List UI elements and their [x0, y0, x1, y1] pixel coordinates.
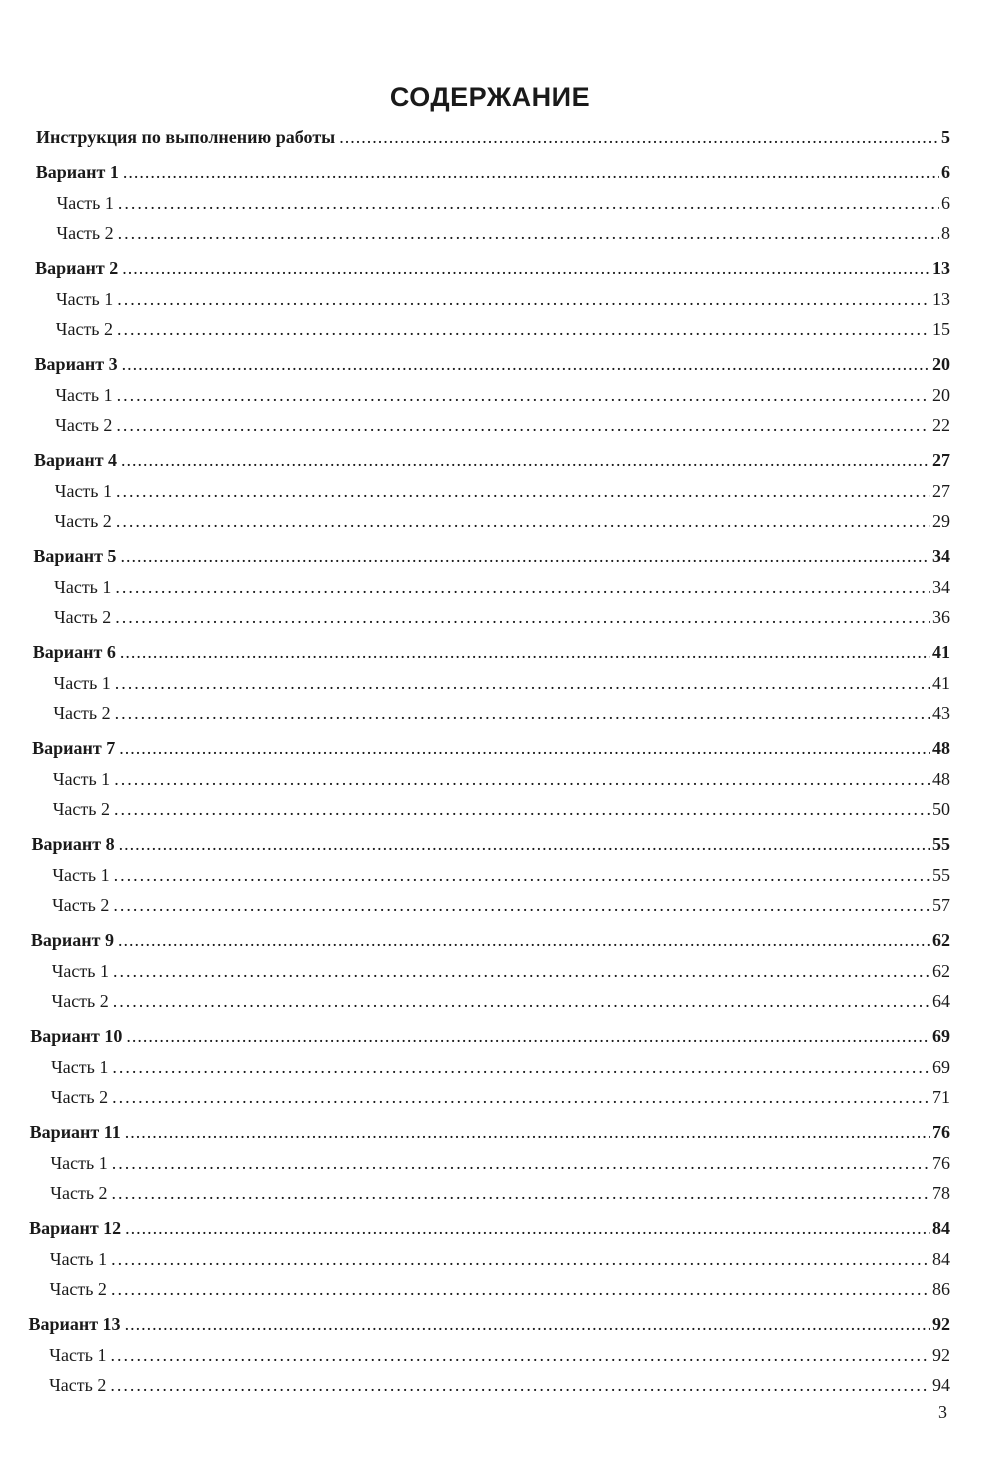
- toc-entry-sub: [51, 1084, 950, 1110]
- toc-entry-label: Часть 1: [51, 1056, 109, 1077]
- dot-leader: [122, 351, 930, 377]
- toc-entry-sub: [54, 604, 950, 630]
- dot-leader: [115, 700, 930, 726]
- toc-entry-label: Часть 1: [50, 1152, 108, 1173]
- toc-entry-sub: [52, 958, 950, 984]
- toc-entry-sub: [52, 988, 950, 1014]
- toc-entry-page: 86: [931, 1279, 950, 1299]
- toc-entry-sub: [50, 1150, 950, 1176]
- dot-leader: [112, 1084, 930, 1110]
- toc-entry-label: Часть 1: [49, 1248, 108, 1269]
- toc-entry-label: Часть 2: [49, 1279, 107, 1299]
- toc-entry-page: 50: [931, 799, 950, 819]
- toc-entry-label: Вариант 1: [35, 162, 119, 182]
- toc-entry-page: 76: [931, 1122, 950, 1142]
- toc-entry-page: 41: [931, 642, 950, 662]
- toc-entry-main: [33, 543, 950, 569]
- page-number: 3: [938, 1402, 947, 1422]
- toc-entry-label: Часть 1: [55, 384, 113, 405]
- dot-leader: [114, 796, 930, 822]
- toc-entry-sub: [49, 1372, 950, 1398]
- toc-entry-page: 20: [931, 354, 950, 374]
- toc-entry-sub: [56, 286, 950, 312]
- toc-entry-page: 27: [931, 450, 950, 470]
- toc-entry-sub: [56, 316, 950, 342]
- dot-leader: [114, 766, 930, 792]
- toc-entry-label: Часть 2: [52, 799, 110, 819]
- dot-leader: [120, 639, 930, 665]
- dot-leader: [117, 286, 930, 312]
- toc-entry-label: Часть 1: [55, 288, 114, 309]
- dot-leader: [114, 862, 930, 888]
- toc-entry-label: Часть 1: [56, 192, 114, 213]
- toc-entry-label: Часть 2: [50, 1183, 108, 1203]
- toc-entry-sub: [55, 382, 950, 408]
- toc-entry-label: Часть 2: [49, 1375, 107, 1395]
- toc-entry-page: 78: [931, 1183, 950, 1203]
- toc-entry-sub: [56, 220, 950, 246]
- toc-entry-sub: [50, 1180, 950, 1206]
- toc-entry-label: Часть 2: [55, 319, 114, 339]
- dot-leader: [116, 508, 930, 534]
- toc-entry-label: Часть 2: [56, 223, 114, 243]
- dot-leader: [111, 1342, 930, 1368]
- toc-entry-page: 69: [931, 1026, 950, 1046]
- toc-entry-sub: [57, 190, 950, 216]
- toc-entry-main: [30, 1023, 950, 1049]
- toc-entry-page: 55: [931, 834, 950, 854]
- dot-leader: [115, 670, 930, 696]
- dot-leader: [112, 1150, 930, 1176]
- toc-entry-page: 15: [931, 319, 950, 339]
- toc-entry-page: 71: [931, 1087, 950, 1107]
- toc-entry-label: Вариант 4: [33, 450, 118, 470]
- toc-entry-page: 92: [931, 1314, 950, 1334]
- toc-entry-label: Часть 2: [53, 703, 111, 723]
- toc-entry-main: [34, 447, 950, 473]
- toc-entry-page: 27: [931, 480, 950, 501]
- toc-entry-label: Вариант 5: [33, 546, 117, 566]
- toc-entry-page: 6: [940, 162, 950, 182]
- toc-entry-main: [29, 1215, 950, 1241]
- toc-entry-page: 20: [931, 384, 950, 405]
- toc-entry-sub: [53, 766, 950, 792]
- toc-entry-page: 13: [931, 288, 950, 309]
- toc-entry-page: 36: [931, 607, 950, 627]
- toc-entry-sub: [55, 508, 950, 534]
- toc-entry-label: Часть 2: [53, 607, 112, 627]
- toc-entry-sub: [51, 1054, 950, 1080]
- toc-entry-sub: [50, 1276, 950, 1302]
- toc-entry-page: 62: [931, 960, 950, 981]
- dot-leader: [113, 988, 930, 1014]
- toc-entry-page: 94: [931, 1375, 950, 1395]
- toc-entry-label: Часть 1: [52, 768, 111, 789]
- toc-entry-page: 43: [931, 703, 950, 723]
- dot-leader: [111, 1276, 930, 1302]
- toc-entry-label: Вариант 6: [32, 642, 116, 662]
- toc-entry-page: 8: [940, 223, 950, 243]
- toc-entry-label: Часть 2: [54, 511, 112, 531]
- dot-leader: [118, 927, 930, 953]
- toc-entry-page: 13: [931, 258, 950, 278]
- toc-entry-label: Вариант 10: [30, 1026, 123, 1046]
- dot-leader: [125, 1311, 930, 1337]
- toc-entry-main: [32, 735, 950, 761]
- toc-entry-sub: [54, 574, 950, 600]
- toc-entry-page: 6: [940, 192, 950, 213]
- toc-entry-main: [36, 124, 950, 150]
- toc-entry-main: [32, 831, 950, 857]
- toc-entry-label: Часть 1: [51, 960, 109, 981]
- toc-entry-page: 76: [931, 1152, 950, 1173]
- toc-entry-page: 84: [931, 1218, 950, 1238]
- toc-entry-page: 22: [931, 415, 950, 435]
- dot-leader: [116, 412, 930, 438]
- dot-leader: [115, 604, 930, 630]
- toc-entry-sub: [54, 670, 950, 696]
- toc-entry-label: Часть 1: [52, 864, 110, 885]
- dot-leader: [112, 1180, 930, 1206]
- toc-entry-label: Часть 2: [51, 991, 109, 1011]
- toc-entry-label: Часть 1: [49, 1344, 107, 1365]
- toc-entry-sub: [53, 796, 950, 822]
- toc-entry-label: Часть 1: [54, 576, 112, 597]
- toc-entry-label: Вариант 11: [29, 1122, 121, 1142]
- toc-entry-page: 29: [931, 511, 950, 531]
- dot-leader: [120, 543, 930, 569]
- toc-entry-page: 5: [941, 127, 950, 147]
- toc-entry-main: [35, 255, 950, 281]
- dot-leader: [111, 1246, 930, 1272]
- toc-entry-page: 69: [931, 1056, 950, 1077]
- toc-entry-page: 48: [931, 738, 950, 758]
- toc-entry-label: Вариант 3: [34, 354, 118, 374]
- dot-leader: [121, 447, 930, 473]
- dot-leader: [122, 255, 930, 281]
- toc-entry-label: Инструкция по выполнению работы: [36, 127, 336, 147]
- toc-entry-sub: [49, 1342, 950, 1368]
- toc-entry-label: Часть 2: [55, 415, 113, 435]
- dot-leader: [118, 220, 939, 246]
- toc-entry-sub: [55, 478, 950, 504]
- toc-entry-sub: [55, 412, 950, 438]
- toc-entry-label: Часть 1: [54, 480, 113, 501]
- toc-entry-sub: [52, 862, 950, 888]
- toc-entry-page: 41: [931, 672, 950, 693]
- toc-entry-label: Часть 1: [53, 672, 111, 693]
- dot-leader: [119, 831, 930, 857]
- toc-entry-sub: [53, 700, 950, 726]
- dot-leader: [125, 1119, 930, 1145]
- dot-leader: [116, 478, 930, 504]
- dot-leader: [119, 735, 930, 761]
- page-title: СОДЕРЖАНИЕ: [389, 82, 591, 112]
- toc-entry-main: [31, 927, 950, 953]
- toc-entry-label: Вариант 9: [30, 930, 114, 950]
- dot-leader: [115, 574, 930, 600]
- toc-entry-main: [33, 639, 950, 665]
- toc-entry-main: [36, 159, 950, 185]
- toc-entry-page: 64: [931, 991, 950, 1011]
- dot-leader: [126, 1023, 930, 1049]
- toc-entry-page: 92: [931, 1344, 950, 1365]
- toc-entry-page: 34: [931, 546, 950, 566]
- dot-leader: [112, 1054, 930, 1080]
- toc-entry-label: Часть 2: [52, 895, 110, 915]
- dot-leader: [110, 1372, 930, 1398]
- toc-entry-main: [28, 1311, 950, 1337]
- dot-leader: [339, 124, 939, 150]
- toc-entry-label: Часть 2: [50, 1087, 109, 1107]
- toc-entry-label: Вариант 2: [35, 258, 119, 278]
- toc-entry-page: 48: [931, 768, 950, 789]
- toc-entry-label: Вариант 13: [28, 1314, 121, 1334]
- toc-entry-main: [30, 1119, 950, 1145]
- dot-leader: [113, 958, 930, 984]
- toc-entry-page: 55: [931, 864, 950, 885]
- toc-entry-page: 62: [931, 930, 950, 950]
- toc-entry-page: 57: [931, 895, 950, 915]
- dot-leader: [123, 159, 939, 185]
- toc-entry-page: 34: [931, 576, 950, 597]
- toc-entry-page: 84: [931, 1248, 950, 1269]
- toc-entry-sub: [52, 892, 950, 918]
- toc-entry-label: Вариант 8: [31, 834, 115, 854]
- dot-leader: [125, 1215, 930, 1241]
- toc-entry-main: [35, 351, 950, 377]
- toc-entry-sub: [50, 1246, 950, 1272]
- toc-entry-label: Вариант 7: [32, 738, 116, 758]
- dot-leader: [113, 892, 930, 918]
- dot-leader: [118, 190, 939, 216]
- dot-leader: [117, 316, 930, 342]
- dot-leader: [117, 382, 930, 408]
- toc-entry-label: Вариант 12: [29, 1218, 122, 1238]
